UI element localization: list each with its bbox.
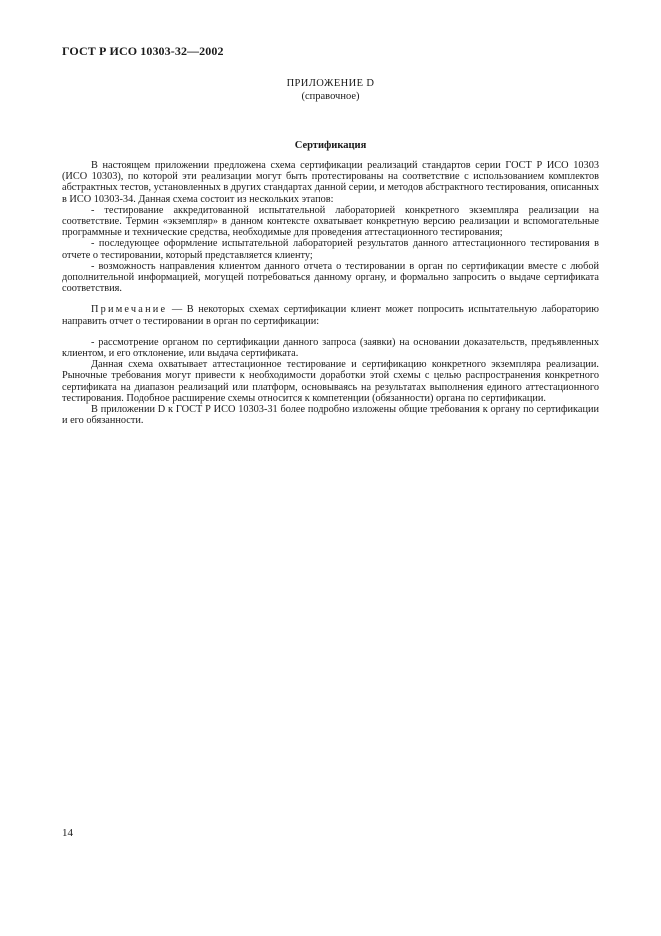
list-item-report: - последующее оформление испытательной лабораторией результатов данного аттестационного тестирования в отчете о тестировании, который представляется клиенту; <box>62 238 599 261</box>
paragraph-scope: Данная схема охватывает аттестационное тестирование и сертификацию конкретного экземпляра реализации. Рыночные требования могут привести к необходимости доработки этой схемы с целью распространения конкретного сертификата на диапазон реализаций или платформ, основываясь на результатах выполнения единого аттестационного тестирования. Подобное расширение схемы относится к компетенции (обязанности) органа по сертификации. <box>62 359 599 404</box>
appendix-title: ПРИЛОЖЕНИЕ D <box>286 78 375 89</box>
paragraph-intro: В настоящем приложении предложена схема сертификации реализаций стандартов серии ГОСТ Р ИСО 10303 (ИСО 10303), по которой эти реализации могут быть протестированы на соответствие с использованием комплектов абстрактных тестов, установленных в других стандартах данной серии, и методов абстрактного тестирования, описанных в ИСО 10303-34. Данная схема состоит из нескольких этапов: <box>62 160 599 205</box>
appendix-subtitle: (справочное) <box>301 91 360 102</box>
list-item-testing: - тестирование аккредитованной испытательной лабораторией конкретного экземпляра реализации на соответствие. Термин «экземпляр» в данном контексте охватывает конкретную версию реализации и вспомогательные программные и технические средства, необходимые для проведения аттестационного тестирования; <box>62 204 599 239</box>
note-label: Примечание <box>91 304 168 316</box>
standard-header: ГОСТ Р ИСО 10303-32—2002 <box>62 44 224 58</box>
page-number: 14 <box>62 827 73 839</box>
note-paragraph <box>62 304 599 326</box>
note-text: — В некоторых схемах сертификации клиент может попросить испытательную лабораторию направить отчет о тестировании в орган по сертификации: <box>62 304 599 327</box>
list-item-submission: - возможность направления клиентом данного отчета о тестировании в орган по сертификации вместе с любой дополнительной информацией, могущей потребоваться данному органу, и формально запросить о выдаче сертификата соответствия. <box>62 260 599 295</box>
list-item-review: - рассмотрение органом по сертификации данного запроса (заявки) на основании доказательств, предъявленных клиентом, и его отклонение, или выдача сертификата. <box>62 336 599 360</box>
body-text <box>62 160 599 426</box>
paragraph-reference: В приложении D к ГОСТ Р ИСО 10303-31 более подробно изложены общие требования к органу по сертификации и его обязанности. <box>62 404 599 427</box>
section-title: Сертификация <box>294 140 367 151</box>
